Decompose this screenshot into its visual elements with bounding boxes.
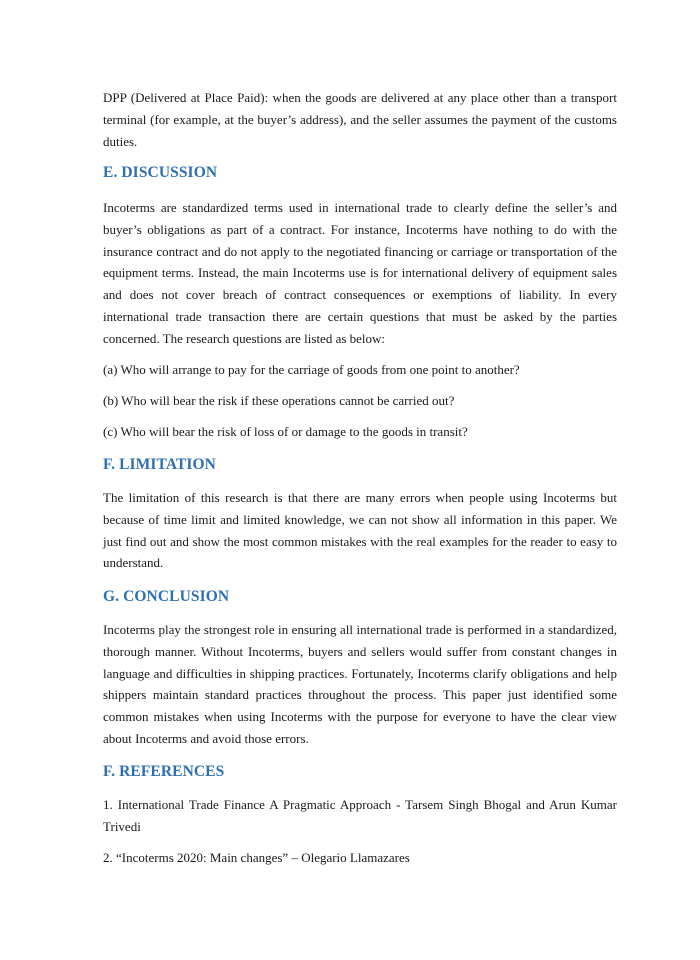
conclusion-heading: G. CONCLUSION xyxy=(103,588,230,605)
limitation-paragraph: The limitation of this research is that there are many errors when people using Incoterms but because of time limit and limited knowledge, we can not show all information in this paper. We just find out and show the most common mistakes with the real examples for the reader to easy to understand. xyxy=(103,490,617,571)
conclusion-paragraph: Incoterms play the strongest role in ensuring all international trade is performed in a standardized, thorough manner. Without Incoterms, buyers and sellers would suffer from constant changes in language and difficulties in shipping practices. Fortunately, Incoterms clarify obligations and help shippers maintain standard practices throughout the process. This paper just identified some common mistakes when using Incoterms with the purpose for everyone to have the clear view about Incoterms and avoid those errors. xyxy=(103,622,617,746)
question-b: (b) Who will bear the risk if these operations cannot be carried out? xyxy=(103,393,455,408)
limitation-heading: F. LIMITATION xyxy=(103,456,216,473)
question-c: (c) Who will bear the risk of loss of or damage to the goods in transit? xyxy=(103,424,468,439)
reference-item: 2. “Incoterms 2020: Main changes” – Olegario Llamazares xyxy=(103,850,410,865)
discussion-heading: E. DISCUSSION xyxy=(103,164,218,181)
discussion-paragraph: Incoterms are standardized terms used in international trade to clearly define the seller’s and buyer’s obligations as part of a contract. For instance, Incoterms have nothing to do with the insurance contract and do not apply to the negotiated financing or carriage or transportation of the equipment terms. Instead, the main Incoterms use is for international delivery of equipment sales and does not cover breach of contract consequences or exemptions of liability. In every international trade transaction there are certain questions that must be asked by the parties concerned. The research questions are listed as below: xyxy=(103,200,617,346)
reference-item: 1. International Trade Finance A Pragmatic Approach - Tarsem Singh Bhogal and Arun Kumar Trivedi xyxy=(103,797,617,834)
references-heading: F. REFERENCES xyxy=(103,763,225,780)
intro-paragraph: DPP (Delivered at Place Paid): when the goods are delivered at any place other than a transport terminal (for example, at the buyer’s address), and the seller assumes the payment of the customs duties. xyxy=(103,90,617,149)
question-a: (a) Who will arrange to pay for the carriage of goods from one point to another? xyxy=(103,362,520,377)
